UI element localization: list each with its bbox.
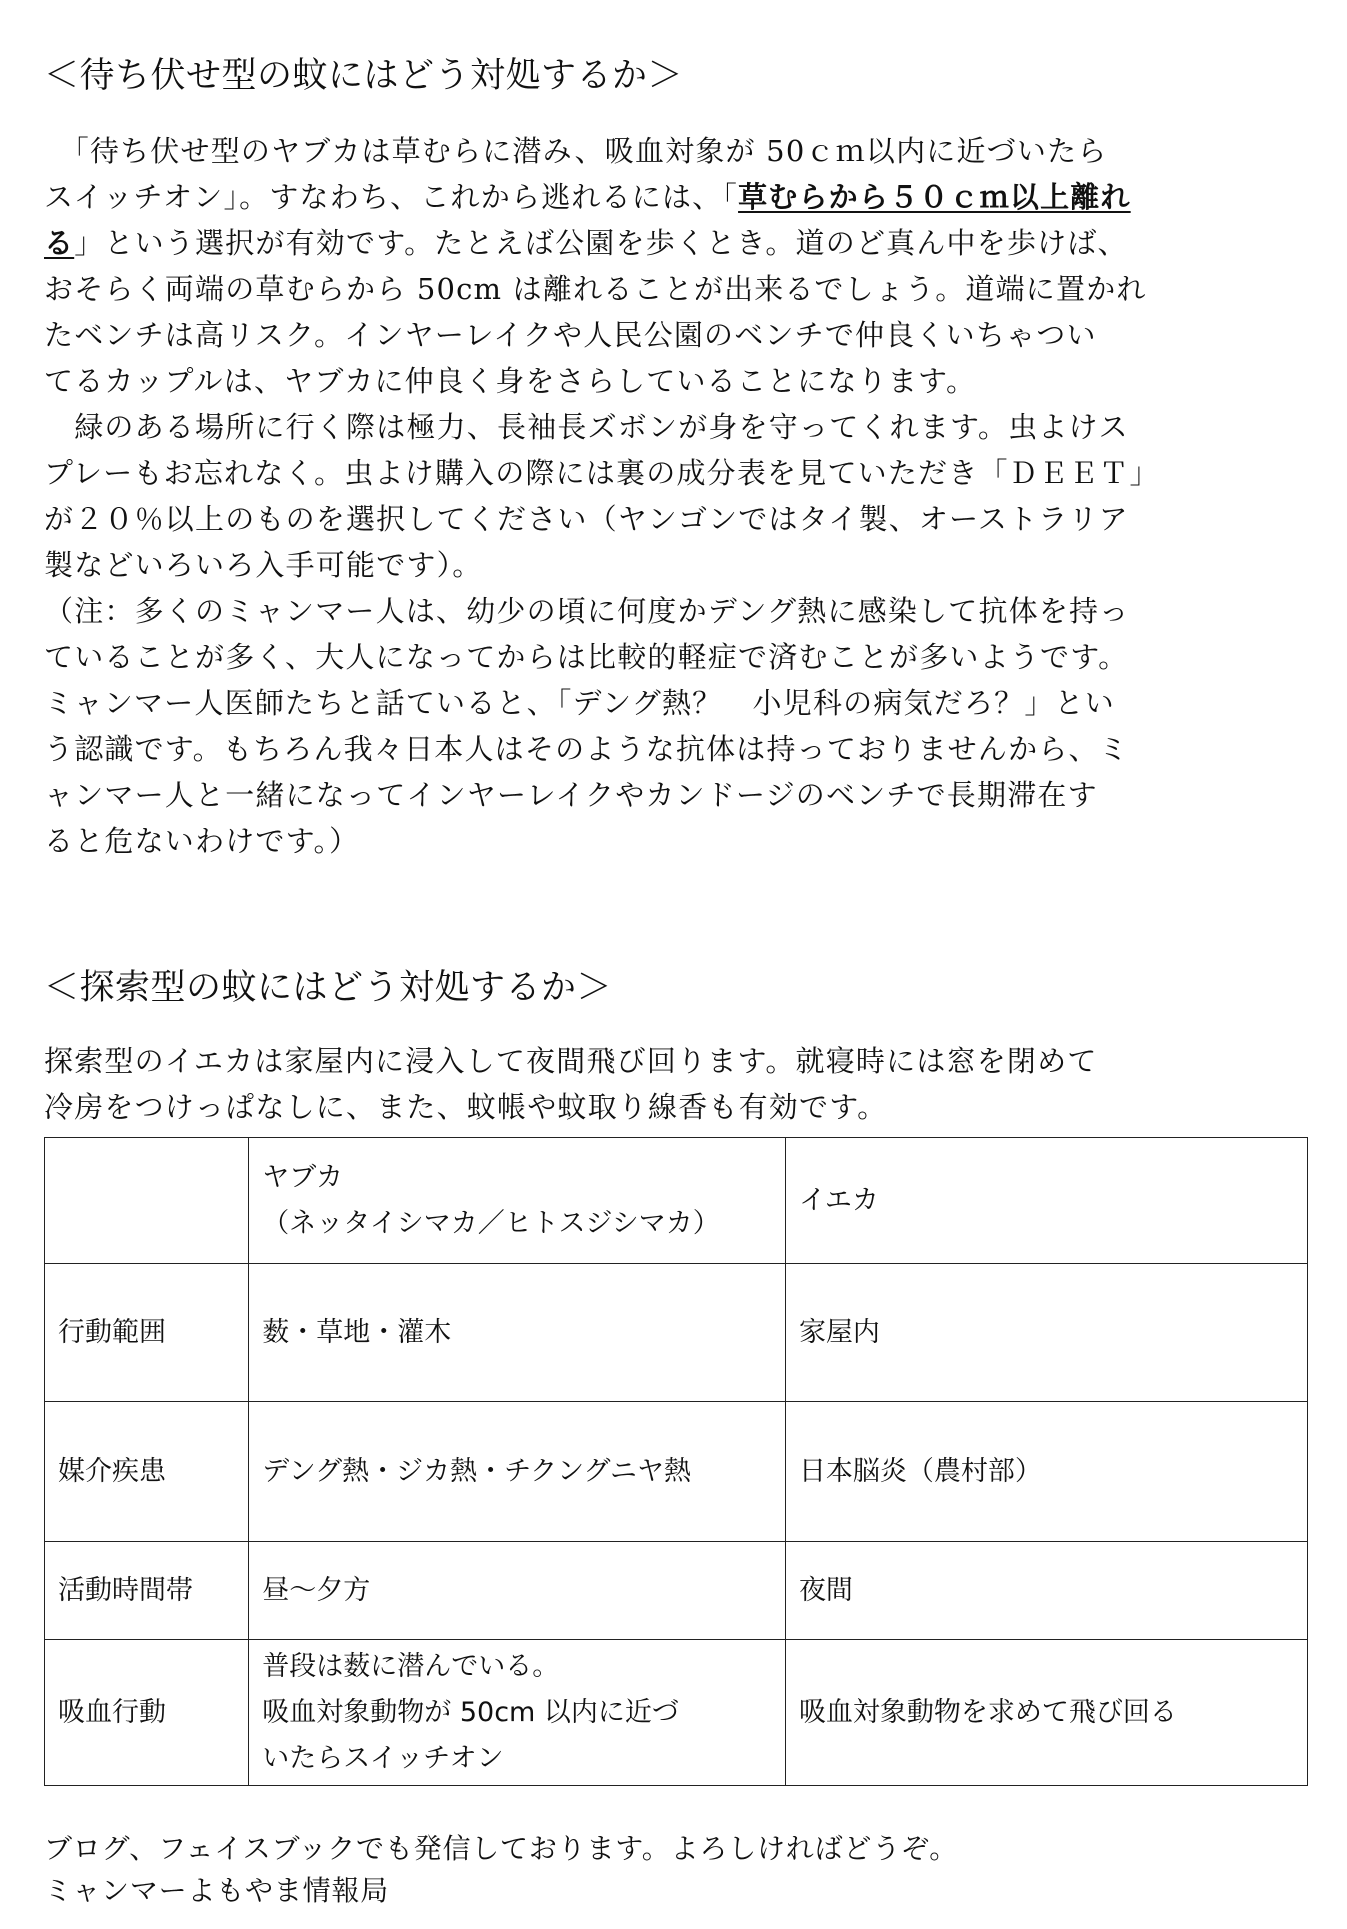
- header-subtext: （ネッタイシマカ／ヒトスジシマカ）: [262, 1207, 720, 1239]
- table-row: [45, 1640, 1308, 1786]
- text-line: おそらく両端の草むらから 50cm は離れることが出来るでしょう。道端に置かれ: [44, 272, 1147, 306]
- text-line: 冷房をつけっぱなしに、また、蚊帳や蚊取り線香も有効です。: [44, 1090, 888, 1124]
- table-cell: 日本脳炎（農村部）: [785, 1402, 1307, 1542]
- row-label: 活動時間帯: [45, 1542, 249, 1640]
- text-line: が２０％以上のものを選択してください（ヤンゴンではタイ製、オーストラリア: [44, 502, 1129, 536]
- paragraph-ambush: [44, 128, 1284, 864]
- row-label: 行動範囲: [45, 1264, 249, 1402]
- row-label: 吸血行動: [45, 1640, 249, 1786]
- footer-note: ブログ、フェイスブックでも発信しております。よろしければどうぞ。: [44, 1832, 959, 1865]
- section-heading-ambush: ＜待ち伏せ型の蚊にはどう対処するか＞: [44, 56, 684, 96]
- section-heading-search: ＜探索型の蚊にはどう対処するか＞: [44, 968, 613, 1008]
- emphasis-text: 草むらから５０ｃｍ以上離れ: [738, 180, 1131, 214]
- footer: [44, 1828, 958, 1912]
- text-line: 探索型のイエカは家屋内に浸入して夜間飛び回ります。就寝時には窓を閉めて: [44, 1044, 1098, 1078]
- table-cell: 薮・草地・灌木: [249, 1264, 786, 1402]
- table-cell: 夜間: [785, 1542, 1307, 1640]
- cell-text-line: 吸血対象動物が 50cm 以内に近づ: [262, 1696, 679, 1728]
- table-corner-cell: [45, 1138, 249, 1264]
- text-line: プレーもお忘れなく。虫よけ購入の際には裏の成分表を見ていただき「ＤＥＥＴ」: [44, 456, 1160, 490]
- emphasis-text: る: [44, 226, 75, 260]
- text-line: ると危ないわけです。）: [44, 824, 360, 858]
- table-header-cell-ieka: イエカ: [785, 1138, 1307, 1264]
- table-header-cell-yabuka: [249, 1138, 786, 1264]
- text-line: 緑のある場所に行く際は極力、長袖長ズボンが身を守ってくれます。虫よけス: [44, 410, 1129, 444]
- cell-text-line: 普段は薮に潜んでいる。: [262, 1650, 560, 1682]
- paragraph-search: [44, 1038, 1284, 1130]
- text-line: ミャンマー人医師たちと話ていると、「デング熱？ 小児科の病気だろ？」とい: [44, 686, 1115, 720]
- text-span: スイッチオン」。すなわち、これから逃れるには、「: [44, 180, 739, 214]
- table-cell: 吸血対象動物を求めて飛び回る: [785, 1640, 1307, 1786]
- text-line: [44, 220, 1284, 266]
- table-cell: 昼～夕方: [249, 1542, 786, 1640]
- table-cell: デング熱・ジカ熱・チクングニヤ熱: [249, 1402, 786, 1542]
- cell-text-line: いたらスイッチオン: [262, 1742, 504, 1774]
- text-line: （注：多くのミャンマー人は、幼少の頃に何度かデング熱に感染して抗体を持っ: [44, 594, 1130, 628]
- row-label: 媒介疾患: [45, 1402, 249, 1542]
- text-line: [44, 174, 1284, 220]
- mosquito-comparison-table: [44, 1137, 1308, 1786]
- text-line: ャンマー人と一緒になってインヤーレイクやカンドージのベンチで長期滞在す: [44, 778, 1098, 812]
- text-line: たベンチは高リスク。インヤーレイクや人民公園のベンチで仲良くいちゃつい: [44, 318, 1097, 352]
- table-row: [45, 1402, 1308, 1542]
- text-line: てるカップルは、ヤブカに仲良く身をさらしていることになります。: [44, 364, 977, 398]
- table-row: [45, 1542, 1308, 1640]
- table-row: [45, 1264, 1308, 1402]
- text-line: う認識です。もちろん我々日本人はそのような抗体は持っておりませんから、ミ: [44, 732, 1129, 766]
- table-header-row: [45, 1138, 1308, 1264]
- header-text: ヤブカ: [262, 1161, 343, 1193]
- text-line: 「待ち伏せ型のヤブカは草むらに潜み、吸血対象が 50ｃｍ以内に近づいたら: [44, 134, 1108, 168]
- text-line: ていることが多く、大人になってからは比較的軽症で済むことが多いようです。: [44, 640, 1129, 674]
- table-cell: [249, 1640, 786, 1786]
- text-line: 製などいろいろ入手可能です）。: [44, 548, 483, 582]
- table-cell: 家屋内: [785, 1264, 1307, 1402]
- text-span: 」という選択が有効です。たとえば公園を歩くとき。道のど真ん中を歩けば、: [74, 226, 1128, 260]
- footer-signature: ミャンマーよもやま情報局: [44, 1874, 390, 1907]
